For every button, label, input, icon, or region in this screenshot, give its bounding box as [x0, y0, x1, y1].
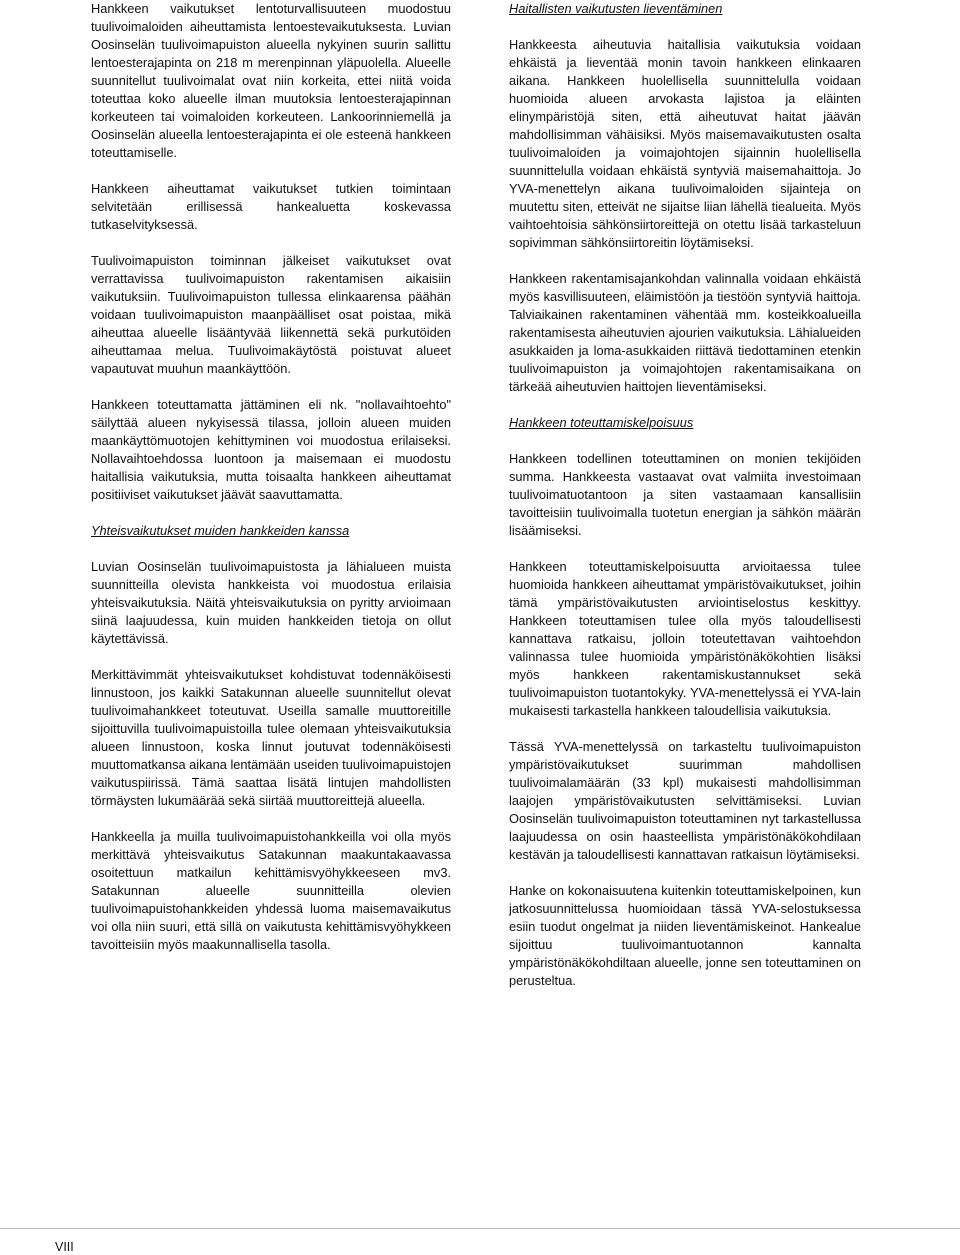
paragraph-arviointi: Hankkeen toteuttamiskelpoisuutta arvioitaessa tulee huomioida hankkeen aiheuttamat ympäristövaikutukset, joihin tämä ympäristövaikutusten arviointiselostus keskittyy. Hankkeen toteuttamisen tulee olla myös taloudellisesti kannattava ratkaisu, jolloin toteutettavan vaihtoehdon valinnassa tulee huomioida ympäristönäkökohtien lisäksi myös hankkeen rakentamiskustannukset sekä tuulivoimapuiston tuotantokyky. YVA-menettelyssä ei YVA-lain mukaisesti tarkastella hankkeen taloudellisia vaikutuksia.	[509, 559, 861, 718]
right-column	[509, 0, 861, 1008]
paragraph-lentoturvallisuus: Hankkeen vaikutukset lentoturvallisuuteen muodostuu tuulivoimaloiden aiheuttamista lentoestevaikutuksesta. Luvian Oosinselän tuulivoimapuiston alueella nykyinen suurin sallittu lentoesterajapinta on 218 m merenpinnan yläpuolella. Alueelle suunnitellut tuulivoimalat ovat niin korkeita, ettei niitä voida toteuttaa koko alueelle ilman muutoksia lentoesterajapinnan korkeuteen tai voimaloiden korkeuteen. Lankoorinniemellä ja Oosinselän alueella lentoesterajapinta ei ole esteenä hankkeen toteuttamiselle.	[91, 1, 451, 160]
section-heading-lieventaminen: Haitallisten vaikutusten lieventäminen	[509, 1, 723, 16]
footer-divider	[0, 1228, 960, 1229]
paragraph-rakentamisajankohta: Hankkeen rakentamisajankohdan valinnalla voidaan ehkäistä myös kasvillisuuteen, eläimistöön ja tiestöön syntyviä haittoja. Talviaikainen rakentaminen vähentää mm. kosteikkoalueilla rakentamisesta aiheutuvien ajourien vaikutuksia. Lähialueiden asukkaiden ja loma-asukkaiden riittävä tiedottaminen etenkin tuulivoimapuiston ja voimajohtojen rakentamisaikana on tärkeää aiheutuvien haittojen lieventämiseksi.	[509, 271, 861, 394]
section-heading-yhteisvaikutukset: Yhteisvaikutukset muiden hankkeiden kanssa	[91, 523, 350, 538]
paragraph-toteuttaminen: Hankkeen todellinen toteuttaminen on monien tekijöiden summa. Hankkeesta vastaavat ovat valmiita investoimaan tuulivoimatuotantoon ja siten vastaamaan kansallisiin tavoitteisiin tuulivoimalla tuotetun energian ja sähkön määrän lisäämiseksi.	[509, 451, 861, 538]
left-column	[91, 0, 451, 972]
paragraph-yhteisvaikutukset-intro: Luvian Oosinselän tuulivoimapuistosta ja lähialueen muista suunnitteilla olevista hankkeista voi muodostua erilaisia yhteisvaikutuksia. Näitä yhteisvaikutuksia on pyritty arvioimaan siinä laajuudessa, kuin muiden hankkeiden tietoja on ollut käytettävissä.	[91, 559, 451, 646]
paragraph-nollavaihtoehto: Hankkeen toteuttamatta jättäminen eli nk. "nollavaihtoehto" säilyttää alueen nykyisessä tilassa, jolloin alueen muiden maankäyttömuotojen kehittyminen voi muodostua erilaiseksi. Nollavaihtoehdossa luontoon ja maisemaan ei muodostu haitallisia vaikutuksia, mutta toisaalta hankkeen aiheuttamat positiiviset vaikutukset jäävät saavuttamatta.	[91, 397, 451, 502]
paragraph-lieventaminen: Hankkeesta aiheutuvia haitallisia vaikutuksia voidaan ehkäistä ja lieventää monin tavoin hankkeen elinkaaren aikana. Hankkeen huolellisella suunnittelulla voidaan huomioida alueen arvokasta lajistoa ja eläinten elinympäristöjä siten, että aiheutuvat haitat jäävän mahdollisimman vähäisiksi. Myös maisemavaikutusten osalta tuulivoimaloiden ja voimajohtojen sijainnin huolellisella suunnittelulla voidaan ehkäistä syntyviä maisemahaittoja. Jo YVA-menettelyn aikana tuulivoimaloiden sijainteja on muutettu siten, etteivät ne sijaitse liian lähellä tiealueita. Myös vaihtoehtoisia sähkönsiirtoreittejä on otettu lisää tarkasteluun sopivimman sähkönsiirtoreitin löytämiseksi.	[509, 37, 861, 250]
paragraph-linnusto: Merkittävimmät yhteisvaikutukset kohdistuvat todennäköisesti linnustoon, jos kaikki Satakunnan alueelle suunnitellut olevat tuulivoimahankkeet toteutuvat. Useilla samalle muuttoreitille sijoittuvilla tuulivoimapuistoilla tulee olemaan yhteisvaikutuksia alueen linnustoon, koska linnut joutuvat todennäköisesti muuttomatkansa aikana lentämään useiden tuulivoimapuistojen vaikutuspiirissä. Tämä saattaa lisätä lintujen mahdollisten törmäysten lukumäärää sekä siirtää muuttoreittejä alueella.	[91, 667, 451, 808]
paragraph-toiminnan-jalkeiset: Tuulivoimapuiston toiminnan jälkeiset vaikutukset ovat verrattavissa tuulivoimapuiston rakentamisen aikaisiin vaikutuksiin. Tuulivoimapuiston tullessa elinkaarensa päähän voidaan tuulivoimapuiston maanpäälliset osat poistaa, mikä aiheuttaa alueelle lisääntyvää liikennettä sekä purkutöiden aiheuttamaa melua. Tuulivoimakäytöstä poistuvat alueet vapautuvat muuhun maankäyttöön.	[91, 253, 451, 376]
paragraph-maakuntakaava: Hankkeella ja muilla tuulivoimapuistohankkeilla voi olla myös merkittävä yhteisvaikutus Satakunnan maakuntakaavassa osoitettuun matkailun kehittämisvyöhykkeeseen mv3. Satakunnan alueelle suunnitteilla olevien tuulivoimapuistohankkeiden yhdessä luoma maisemavaikutus voi olla niin suuri, että sillä on vaikutusta kehittämisvyöhykkeen tavoitteisiin myös maakunnallisella tasolla.	[91, 829, 451, 952]
paragraph-kokonaisuus: Hanke on kokonaisuutena kuitenkin toteuttamiskelpoinen, kun jatkosuunnittelussa huomioidaan tässä YVA-selostuksessa esiin tuodut ongelmat ja niiden lieventämiskeinot. Hankealue sijoittuu tuulivoimantuotannon kannalta ympäristönäkökohdiltaan alueelle, jonne sen toteuttaminen on perusteltua.	[509, 883, 861, 988]
paragraph-tutkat: Hankkeen aiheuttamat vaikutukset tutkien toimintaan selvitetään erillisessä hankealuetta koskevassa tutkaselvityksessä.	[91, 181, 451, 232]
paragraph-yva-menettely: Tässä YVA-menettelyssä on tarkasteltu tuulivoimapuiston ympäristövaikutukset suurimman mahdollisen tuulivoimalamäärän (33 kpl) mukaisesti mahdollisimman laajojen ympäristövaikutusten selvittämiseksi. Luvian Oosinselän tuulivoimapuiston toteuttaminen nyt tarkastellussa laajuudessa on osin haasteellista ympäristönäkökohdilaan kestävän ja taloudellisesti kannattavan ratkaisun löytämiseksi.	[509, 739, 861, 862]
section-heading-toteuttamiskelpoisuus: Hankkeen toteuttamiskelpoisuus	[509, 415, 694, 430]
page-number: VIII	[55, 1240, 74, 1254]
